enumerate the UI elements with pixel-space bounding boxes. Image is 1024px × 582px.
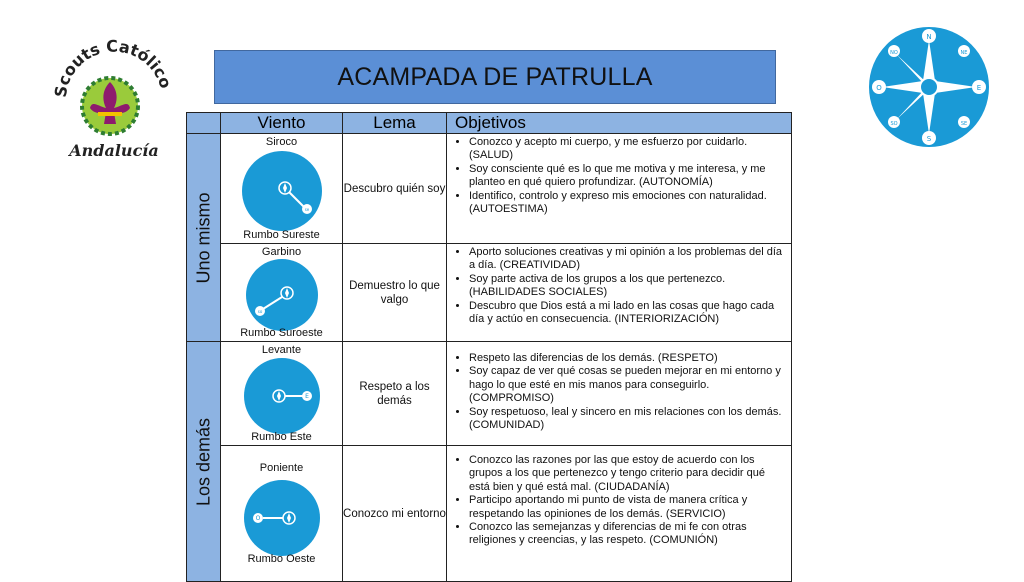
compass-o: O — [876, 84, 882, 92]
wind-name: Levante — [261, 344, 302, 356]
wind-badge: so — [257, 309, 262, 314]
compass-se: SE — [960, 121, 968, 127]
table-row — [187, 342, 792, 446]
compass-logo — [868, 26, 990, 148]
title-banner — [214, 50, 776, 104]
objetivos-cell — [447, 134, 792, 244]
header-objetivos: Objetivos — [447, 113, 792, 134]
header-corner — [187, 113, 221, 134]
lema-cell: Demuestro lo que valgo — [343, 244, 447, 342]
rumbo-label: Rumbo Oeste — [247, 553, 316, 565]
wind-rose-icon — [233, 151, 331, 231]
objetivo-item: • Soy consciente qué es lo que me motiva y me interesa, y me planteo en qué quiero profundizar. (AUTONOMÍA) — [469, 163, 787, 190]
logo-top-text: Scouts Católico — [50, 36, 176, 99]
lema-cell: Descubro quién soy — [343, 134, 447, 244]
objetivo-item: • Soy respetuoso, leal y sincero en mis relaciones con los demás. (COMUNIDAD) — [469, 406, 787, 433]
compass-e: E — [976, 84, 982, 92]
wind-cell — [221, 244, 343, 342]
page-title: ACAMPADA DE PATRULLA — [337, 62, 653, 91]
rumbo-label: Rumbo Sureste — [243, 229, 320, 241]
objetivo-item: • Participo aportando mi punto de vista de manera crítica y respetando las opiniones de los demás. (SERVICIO) — [469, 494, 787, 521]
compass-so: SO — [890, 121, 898, 127]
wind-cell — [221, 342, 343, 446]
objetivo-item: • Conozco las razones por las que estoy de acuerdo con los grupos a los que pertenezco y tengo criterio para decidir qué está bien y qué está mal. (CIUDADANÍA) — [469, 454, 787, 494]
wind-name: Garbino — [261, 246, 302, 258]
compass-s: S — [926, 135, 932, 143]
table-row — [187, 134, 792, 244]
objetivo-item: • Aporto soluciones creativas y mi opinión a los problemas del día a día. (CREATIVIDAD) — [469, 246, 787, 273]
table-row — [187, 244, 792, 342]
objetivo-item: • Descubro que Dios está a mi lado en las cosas que hago cada día y actúo en consecuencia. (INTERIORIZACIÓN) — [469, 300, 787, 327]
compass-no: NO — [890, 50, 898, 56]
objetivos-cell — [447, 342, 792, 446]
objetivo-item: • Soy capaz de ver qué cosas se pueden mejorar en mi entorno y hago lo que esté en mis manos para conseguirlo. (COMPROMISO) — [469, 365, 787, 405]
rumbo-label: Rumbo Este — [251, 431, 312, 443]
logo-bottom-text: Andalucía — [69, 141, 159, 160]
group-label-cell — [187, 134, 221, 342]
wind-badge: O — [255, 515, 260, 522]
objectives-table — [186, 112, 792, 582]
header-viento: Viento — [221, 113, 343, 134]
group-label: Los demás — [193, 417, 213, 506]
compass-ne: NE — [960, 50, 968, 56]
wind-badge: E — [304, 393, 309, 400]
objetivo-item: • Identifico, controlo y expreso mis emociones con naturalidad. (AUTOESTIMA) — [469, 190, 787, 217]
wind-rose-icon — [233, 259, 331, 331]
objetivos-cell — [447, 244, 792, 342]
objetivo-item: • Respeto las diferencias de los demás. (RESPETO) — [469, 352, 787, 365]
wind-name: Siroco — [265, 136, 298, 148]
header-lema: Lema — [343, 113, 447, 134]
table-row — [187, 446, 792, 582]
group-label-cell — [187, 342, 221, 582]
group-label: Uno mismo — [193, 191, 213, 284]
wind-badge: se — [304, 207, 309, 212]
objetivos-cell — [447, 446, 792, 582]
compass-n: N — [926, 33, 932, 41]
lema-cell: Conozco mi entorno — [343, 446, 447, 582]
objetivo-item: • Conozco las semejanzas y diferencias de mi fe con otras religiones y creencias, y las respeto. (COMUNIÓN) — [469, 521, 787, 548]
lema-cell: Respeto a los demás — [343, 342, 447, 446]
scouts-catolicos-logo — [48, 28, 178, 163]
wind-rose-icon — [233, 480, 331, 556]
wind-cell — [221, 446, 343, 582]
table-header-row — [187, 113, 792, 134]
wind-name: Poniente — [259, 462, 304, 474]
wind-rose-icon — [233, 358, 331, 434]
rumbo-label: Rumbo Suroeste — [240, 327, 323, 339]
objetivo-item: • Conozco y acepto mi cuerpo, y me esfuerzo por cuidarlo. (SALUD) — [469, 136, 787, 163]
objetivo-item: • Soy parte activa de los grupos a los que pertenezco. (HABILIDADES SOCIALES) — [469, 273, 787, 300]
wind-cell — [221, 134, 343, 244]
